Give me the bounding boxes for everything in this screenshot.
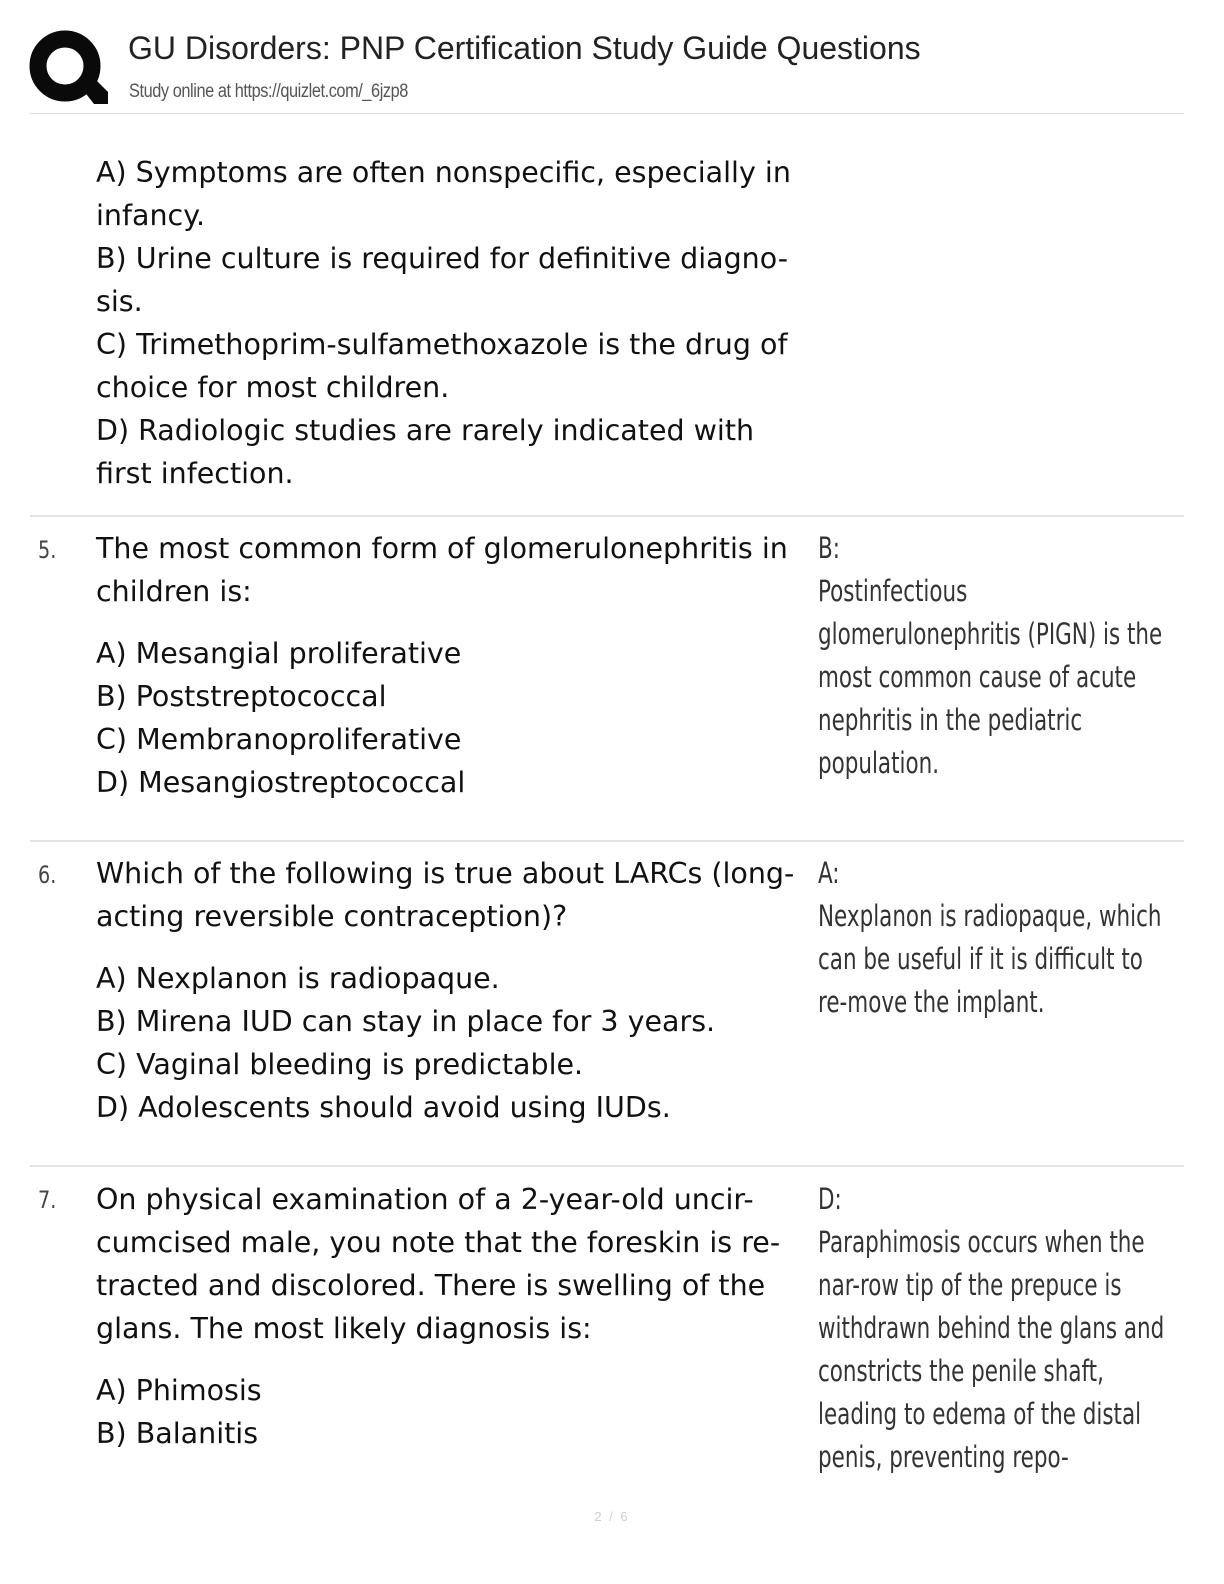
- question-divider: [30, 840, 1184, 842]
- option: B) Poststreptococcal: [96, 680, 387, 713]
- question-number: 7.: [38, 1186, 57, 1214]
- answer-letter: A:: [818, 856, 840, 890]
- answer-letter: D:: [818, 1182, 842, 1216]
- question-number: 6.: [38, 861, 57, 889]
- question-text: The most common form of glomerulonephritis in children is:: [96, 532, 788, 608]
- study-online-link[interactable]: Study online at https://quizlet.com/_6jzp8: [129, 81, 408, 102]
- option: D) Radiologic studies are rarely indicated with first infection.: [96, 414, 755, 490]
- question-divider: [30, 515, 1184, 517]
- page-number: 2 / 6: [594, 1509, 630, 1524]
- option: B) Balanitis: [96, 1417, 259, 1450]
- option: B) Mirena IUD can stay in place for 3 years.: [96, 1005, 716, 1038]
- option: A) Mesangial proliferative: [96, 637, 462, 670]
- option: A) Symptoms are often nonspecific, especially in infancy.: [96, 156, 791, 232]
- question-body: [96, 527, 816, 804]
- answer: [818, 527, 1163, 785]
- option: D) Mesangiostreptococcal: [96, 766, 466, 799]
- question-text: On physical examination of a 2-year-old uncir-cumcised male, you note that the foreskin is re-tracted and discolored. There is swelling of the glans. The most likely diagnosis is:: [96, 1183, 781, 1345]
- answer-explanation: Postinfectious glomerulonephritis (PIGN) is the most common cause of acute nephritis in the pediatric population.: [818, 574, 1163, 780]
- option: C) Membranoproliferative: [96, 723, 462, 756]
- option: C) Trimethoprim-sulfamethoxazole is the drug of choice for most children.: [96, 328, 788, 404]
- option: A) Phimosis: [96, 1374, 262, 1407]
- question-body: [96, 852, 816, 1129]
- question-text: Which of the following is true about LARCs (long-acting reversible contraception)?: [96, 857, 795, 933]
- option: A) Nexplanon is radiopaque.: [96, 962, 500, 995]
- answer-explanation: Nexplanon is radiopaque, which can be useful if it is difficult to re-move the implant.: [818, 899, 1162, 1019]
- answer-explanation: Paraphimosis occurs when the nar-row tip of the prepuce is withdrawn behind the glans and constricts the penile shaft, leading to edema of the distal penis, preventing repo-: [818, 1225, 1165, 1474]
- answer-letter: B:: [818, 531, 840, 565]
- header-divider: [30, 113, 1184, 114]
- question-number: 5.: [38, 536, 57, 564]
- question-body: [96, 1178, 816, 1455]
- continued-options: [96, 151, 818, 495]
- option: B) Urine culture is required for definitive diagno-sis.: [96, 242, 788, 318]
- answer: [818, 1178, 1165, 1479]
- answer: [818, 852, 1162, 1024]
- option: D) Adolescents should avoid using IUDs.: [96, 1091, 671, 1124]
- question-divider: [30, 1165, 1184, 1167]
- option: C) Vaginal bleeding is predictable.: [96, 1048, 584, 1081]
- document-title: GU Disorders: PNP Certification Study Guide Questions: [128, 30, 921, 66]
- quizlet-logo-icon: [28, 28, 108, 108]
